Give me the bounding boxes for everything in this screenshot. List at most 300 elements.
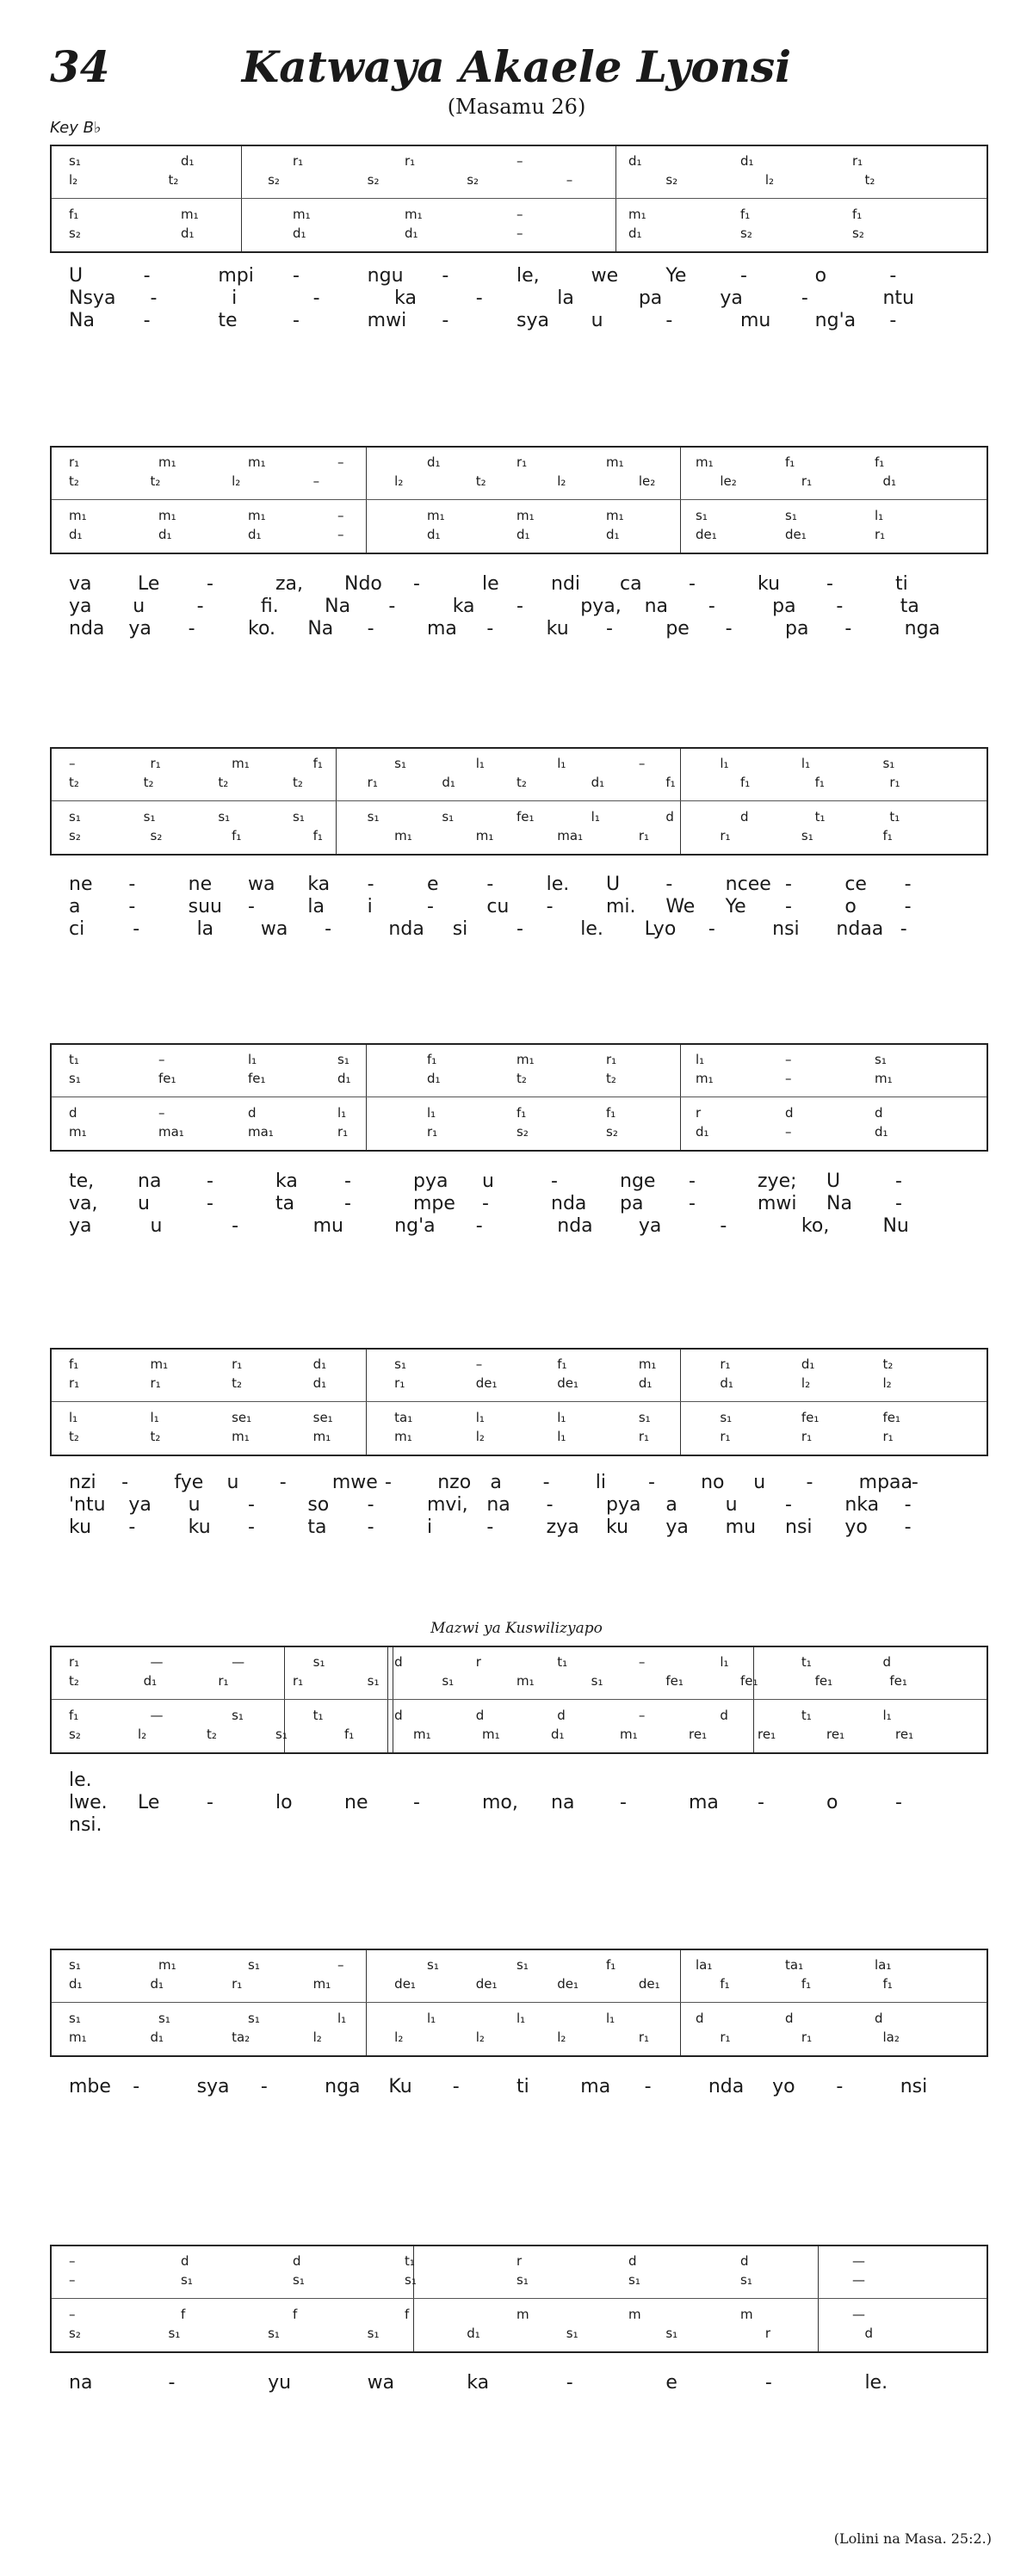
lyric-syllable: le.	[580, 918, 603, 940]
lyric-syllable: -	[207, 1193, 213, 1214]
note-symbol: l₂	[312, 2029, 322, 2045]
lyric-syllable: pya	[413, 1171, 448, 1192]
voice-row	[52, 1124, 987, 1140]
lyric-syllable: Le	[138, 573, 160, 595]
lyric-syllable: -	[486, 1517, 494, 1538]
lyric-line	[0, 573, 1033, 596]
lyric-syllable: -	[720, 1215, 727, 1237]
note-symbol: d₁	[158, 527, 172, 542]
note-symbol: s₁	[566, 2326, 578, 2341]
note-symbol: m₁	[69, 2029, 87, 2045]
note-symbol: f₁	[606, 1105, 616, 1121]
lyric-syllable: le.	[69, 1770, 92, 1791]
note-symbol: fe₁	[882, 1410, 900, 1425]
note-symbol: re₁	[689, 1727, 708, 1742]
note-symbol: l₂	[801, 1375, 811, 1391]
note-symbol: l₂	[882, 1375, 892, 1391]
lyric-syllable: le.	[864, 2372, 888, 2394]
note-symbol: d	[628, 2253, 637, 2269]
note-symbol: de₁	[557, 1375, 579, 1391]
note-symbol: de₁	[475, 1976, 498, 1992]
note-symbol: d₁	[248, 527, 262, 542]
note-symbol: f₁	[557, 1356, 567, 1372]
lyric-syllable: suu	[188, 896, 223, 917]
voice-row	[52, 1071, 987, 1086]
lyric-syllable: nda	[557, 1215, 593, 1237]
lyric-syllable: te	[218, 310, 238, 331]
lyric-syllable: ta	[900, 596, 919, 617]
note-symbol: ta₁	[394, 1410, 413, 1425]
note-symbol: m₁	[875, 1071, 893, 1086]
voice-row	[52, 1673, 987, 1689]
note-symbol: r₁	[293, 153, 304, 169]
note-symbol: m₁	[232, 1429, 250, 1444]
note-symbol: t₁	[312, 1708, 324, 1723]
lyric-syllable: lo	[275, 1792, 293, 1813]
note-symbol: d₁	[143, 1673, 158, 1689]
note-symbol: m₁	[638, 1356, 657, 1372]
note-symbol: re₁	[758, 1727, 776, 1742]
lyric-line	[0, 2076, 1033, 2098]
voice-row	[52, 1356, 987, 1372]
note-symbol: d₁	[427, 454, 441, 470]
lyric-syllable: a	[665, 1494, 677, 1516]
note-symbol: m₁	[158, 454, 176, 470]
notation-staff	[50, 1646, 988, 1754]
lyric-syllable: -	[900, 918, 907, 940]
note-symbol: s₁	[168, 2326, 181, 2341]
lyric-syllable: zya	[546, 1517, 579, 1538]
lyric-syllable: ya	[638, 1215, 662, 1237]
lyric-syllable: -	[606, 618, 613, 639]
lyric-syllable: na	[138, 1171, 162, 1192]
lyric-line	[0, 1814, 1033, 1837]
lyric-syllable: -	[150, 287, 158, 309]
note-symbol: ta₁	[785, 1957, 804, 1973]
lyric-syllable: ka	[467, 2372, 490, 2394]
lyric-syllable: ya	[720, 287, 743, 309]
lyric-syllable: u	[150, 1215, 163, 1237]
voice-row	[52, 2253, 987, 2269]
lyric-syllable: na	[69, 2372, 93, 2394]
lyric-syllable: -	[516, 596, 523, 617]
lyric-syllable: a	[490, 1472, 502, 1493]
note-symbol: s₁	[312, 1654, 325, 1670]
note-symbol: l₁	[557, 1410, 566, 1425]
lyric-syllable: ka	[452, 596, 475, 617]
note-symbol: r₁	[516, 454, 528, 470]
note-symbol: r₁	[801, 1429, 813, 1444]
lyric-syllable: a	[69, 896, 81, 917]
note-symbol: f₁	[882, 828, 893, 843]
lyric-syllable: -	[647, 1472, 655, 1493]
note-symbol: s₂	[606, 1124, 618, 1140]
lyric-syllable: ya	[69, 1215, 92, 1237]
note-symbol: t₂	[606, 1071, 616, 1086]
lyric-syllable: -	[475, 1215, 483, 1237]
note-symbol: l₁	[69, 1410, 78, 1425]
note-symbol: m₁	[405, 207, 423, 222]
note-symbol: l₁	[875, 508, 884, 523]
note-symbol: r₁	[801, 2029, 813, 2045]
lyric-syllable: o	[826, 1792, 838, 1813]
note-symbol: l₂	[475, 1429, 485, 1444]
note-symbol: d₁	[628, 153, 642, 169]
note-symbol: r₁	[218, 1673, 229, 1689]
lyric-syllable: -	[889, 265, 897, 287]
lyric-syllable: -	[620, 1792, 627, 1813]
note-symbol: f₁	[814, 775, 825, 790]
lyric-syllable: -	[551, 1171, 558, 1192]
note-symbol: t₂	[207, 1727, 217, 1742]
notation-staff	[50, 145, 988, 253]
lyric-syllable: -	[546, 1494, 554, 1516]
note-symbol: r₁	[882, 1429, 894, 1444]
note-symbol: l₁	[696, 1052, 705, 1067]
note-symbol: —	[150, 1708, 164, 1723]
lyric-syllable: -	[708, 918, 715, 940]
note-symbol: la₁	[875, 1957, 892, 1973]
note-symbol: fe₁	[740, 1673, 758, 1689]
voice-separator	[52, 2002, 987, 2003]
note-symbol: m₁	[69, 508, 87, 523]
note-symbol: t₁	[557, 1654, 568, 1670]
voice-row	[52, 1375, 987, 1391]
note-symbol: ta₂	[232, 2029, 251, 2045]
lyric-syllable: zye;	[758, 1171, 797, 1192]
lyric-syllable: -	[826, 573, 833, 595]
note-symbol: –	[69, 2272, 76, 2288]
lyric-syllable: Na	[307, 618, 334, 639]
lyric-syllable: ka	[275, 1171, 298, 1192]
notation-staff	[50, 1949, 988, 2057]
note-symbol: r₁	[69, 1375, 80, 1391]
note-symbol: r₁	[69, 1654, 80, 1670]
note-symbol: s₂	[268, 172, 280, 188]
note-symbol: s₁	[293, 809, 305, 825]
lyric-syllable: -	[665, 874, 673, 895]
lyric-syllable: mo,	[482, 1792, 518, 1813]
note-symbol: se₁	[232, 1410, 252, 1425]
note-symbol: s₂	[852, 225, 864, 241]
note-symbol: f₁	[740, 775, 751, 790]
lyric-syllable: mwi	[367, 310, 407, 331]
lyric-syllable: -	[279, 1472, 287, 1493]
note-symbol: –	[638, 756, 646, 771]
note-symbol: r₁	[875, 527, 886, 542]
lyric-syllable: ndi	[551, 573, 581, 595]
lyric-syllable: i	[232, 287, 238, 309]
voice-row	[52, 1105, 987, 1121]
note-symbol: r₁	[150, 1375, 161, 1391]
voice-row	[52, 2272, 987, 2288]
lyric-line	[0, 874, 1033, 896]
lyric-syllable: -	[260, 2076, 268, 2097]
lyric-syllable: -	[708, 596, 715, 617]
lyric-syllable: -	[895, 1792, 902, 1813]
note-symbol: r	[764, 2326, 771, 2341]
note-symbol: f₁	[69, 1356, 79, 1372]
note-symbol: s₁	[181, 2272, 193, 2288]
lyric-syllable: nsi.	[69, 1814, 102, 1836]
note-symbol: d₁	[720, 1375, 733, 1391]
lyric-syllable: ku	[606, 1517, 629, 1538]
voice-row	[52, 454, 987, 470]
note-symbol: t₂	[882, 1356, 894, 1372]
note-symbol: t₁	[69, 1052, 79, 1067]
note-symbol: s₁	[875, 1052, 887, 1067]
note-symbol: l₁	[427, 1105, 436, 1121]
hymn-title: Katwaya Akaele Lyonsi	[241, 41, 792, 92]
lyric-syllable: -	[725, 618, 733, 639]
note-symbol: d₁	[516, 527, 530, 542]
note-symbol: de₁	[557, 1976, 579, 1992]
lyric-syllable: fye	[174, 1472, 204, 1493]
note-symbol: f	[293, 2307, 298, 2322]
lyric-syllable: e	[665, 2372, 677, 2394]
lyric-syllable: yo	[772, 2076, 795, 2097]
note-symbol: m₁	[394, 828, 412, 843]
note-symbol: d₁	[740, 153, 754, 169]
lyric-syllable: le.	[546, 874, 570, 895]
note-symbol: m₁	[606, 454, 624, 470]
lyric-syllable: -	[889, 310, 897, 331]
note-symbol: r₁	[293, 1673, 304, 1689]
lyric-syllable: -	[475, 287, 483, 309]
note-symbol: f₁	[606, 1957, 616, 1973]
note-symbol: d	[69, 1105, 77, 1121]
lyric-syllable: wa	[367, 2372, 395, 2394]
note-symbol: ma₁	[248, 1124, 274, 1140]
note-symbol: s₁	[882, 756, 895, 771]
note-symbol: t₂	[218, 775, 229, 790]
lyric-syllable: -	[785, 1494, 792, 1516]
hymn-subtitle: (Masamu 26)	[447, 95, 586, 119]
note-symbol: le₂	[720, 473, 737, 489]
lyric-syllable: Nsya	[69, 287, 116, 309]
lyric-syllable: sya	[196, 2076, 230, 2097]
note-symbol: s₁	[801, 828, 813, 843]
notation-staff	[50, 446, 988, 554]
note-symbol: d₁	[150, 1976, 164, 1992]
voice-separator	[52, 1096, 987, 1097]
note-symbol: t₂	[69, 1673, 79, 1689]
note-symbol: m₁	[696, 454, 714, 470]
note-symbol: r	[475, 1654, 481, 1670]
note-symbol: d₁	[312, 1375, 327, 1391]
voice-row	[52, 1429, 987, 1444]
note-symbol: –	[516, 207, 523, 222]
note-symbol: s₁	[248, 2011, 260, 2026]
lyric-syllable: -	[764, 2372, 772, 2394]
note-symbol: d	[882, 1654, 891, 1670]
note-symbol: s₂	[665, 172, 678, 188]
lyric-syllable: o	[814, 265, 827, 287]
lyric-syllable: -	[452, 2076, 460, 2097]
lyric-syllable: -	[344, 1171, 351, 1192]
note-symbol: d	[740, 2253, 749, 2269]
lyric-syllable: wa	[248, 874, 275, 895]
note-symbol: s₂	[516, 1124, 529, 1140]
lyric-syllable: ne	[69, 874, 93, 895]
lyric-syllable: o	[844, 896, 857, 917]
note-symbol: r₁	[638, 828, 649, 843]
lyric-syllable: ma	[689, 1792, 719, 1813]
note-symbol: s₂	[150, 828, 163, 843]
voice-row	[52, 225, 987, 241]
lyric-syllable: -	[904, 1494, 912, 1516]
lyric-line	[0, 310, 1033, 332]
note-symbol: l₂	[69, 172, 78, 188]
voice-separator	[52, 1699, 987, 1700]
note-symbol: s₂	[69, 2326, 81, 2341]
footnote: (Lolini na Masa. 25:2.)	[833, 2530, 992, 2547]
lyric-syllable: la	[307, 896, 325, 917]
lyric-syllable: -	[546, 896, 554, 917]
note-symbol: r₁	[801, 473, 813, 489]
note-symbol: m₁	[158, 1957, 176, 1973]
note-symbol: m₁	[248, 508, 266, 523]
note-symbol: d	[696, 2011, 704, 2026]
note-symbol: s₁	[69, 153, 81, 169]
note-symbol: –	[475, 1356, 483, 1372]
note-symbol: r₁	[69, 454, 80, 470]
lyric-syllable: u	[133, 596, 145, 617]
note-symbol: r	[516, 2253, 523, 2269]
lyric-syllable: -	[836, 2076, 844, 2097]
lyric-syllable: -	[196, 596, 204, 617]
note-symbol: –	[566, 172, 573, 188]
note-symbol: s₂	[69, 225, 81, 241]
voice-row	[52, 1708, 987, 1723]
lyric-syllable: nge	[620, 1171, 656, 1192]
lyric-syllable: ya	[128, 1494, 152, 1516]
note-symbol: fe₁	[516, 809, 535, 825]
note-symbol: t₁	[405, 2253, 415, 2269]
note-symbol: l₂	[138, 1727, 147, 1742]
note-symbol: d₁	[551, 1727, 565, 1742]
lyric-syllable: -	[133, 2076, 140, 2097]
lyric-syllable: ng'a	[394, 1215, 436, 1237]
note-symbol: s₁	[367, 809, 380, 825]
section-note: Mazwi ya Kuswilizyapo	[430, 1620, 603, 1637]
lyric-syllable: mu	[740, 310, 771, 331]
note-symbol: f₁	[312, 828, 323, 843]
note-symbol: fe₁	[814, 1673, 833, 1689]
voice-row	[52, 1052, 987, 1067]
voice-separator	[52, 1401, 987, 1402]
note-symbol: d₁	[405, 225, 418, 241]
note-symbol: f₁	[69, 1708, 79, 1723]
lyric-syllable: -	[188, 618, 195, 639]
note-symbol: s₁	[158, 2011, 170, 2026]
voice-row	[52, 2011, 987, 2026]
lyric-syllable: -	[427, 896, 434, 917]
note-symbol: l₁	[591, 809, 600, 825]
lyric-syllable: -	[413, 573, 420, 595]
lyric-syllable: mpaa	[858, 1472, 912, 1493]
lyric-syllable: u	[138, 1193, 150, 1214]
lyric-syllable: U	[69, 265, 84, 287]
lyric-syllable: pya,	[580, 596, 622, 617]
note-symbol: –	[158, 1105, 165, 1121]
note-symbol: l₂	[557, 473, 566, 489]
lyric-syllable: U	[826, 1171, 841, 1192]
note-symbol: f₁	[344, 1727, 355, 1742]
lyric-syllable: -	[844, 618, 852, 639]
note-symbol: s₁	[516, 1957, 529, 1973]
lyric-syllable: fi.	[260, 596, 279, 617]
lyric-syllable: -	[312, 287, 320, 309]
lyric-syllable: nda	[69, 618, 105, 639]
note-symbol: s₁	[696, 508, 708, 523]
note-symbol: m₁	[482, 1727, 500, 1742]
note-symbol: s₁	[638, 1410, 651, 1425]
note-symbol: s₁	[442, 1673, 455, 1689]
lyric-syllable: so	[307, 1494, 330, 1516]
note-symbol: m₁	[293, 207, 311, 222]
note-symbol: f₁	[516, 1105, 527, 1121]
lyric-syllable: si	[452, 918, 468, 940]
voice-row	[52, 207, 987, 222]
note-symbol: d	[665, 809, 674, 825]
note-symbol: s₁	[143, 809, 156, 825]
note-symbol: l₁	[248, 1052, 257, 1067]
lyric-syllable: ko,	[801, 1215, 830, 1237]
note-symbol: s₁	[628, 2272, 640, 2288]
lyric-syllable: ngu	[367, 265, 404, 287]
lyric-syllable: -	[413, 1792, 420, 1813]
notation-staff	[50, 2245, 988, 2353]
lyric-line	[0, 1770, 1033, 1792]
lyric-line	[0, 918, 1033, 941]
lyric-syllable: ku	[188, 1517, 211, 1538]
note-symbol: f₁	[852, 207, 863, 222]
lyric-syllable: -	[388, 596, 396, 617]
lyric-syllable: -	[904, 874, 912, 895]
voice-row	[52, 828, 987, 843]
lyric-syllable: Na	[826, 1193, 852, 1214]
note-symbol: f₁	[232, 828, 242, 843]
lyric-syllable: ya	[128, 618, 152, 639]
lyric-syllable: -	[486, 618, 494, 639]
lyric-syllable: We	[665, 896, 696, 917]
note-symbol: s₁	[785, 508, 797, 523]
lyric-syllable: mbe	[69, 2076, 111, 2097]
note-symbol: d	[875, 1105, 883, 1121]
lyric-syllable: va,	[69, 1193, 98, 1214]
note-symbol: m₁	[696, 1071, 714, 1086]
lyric-syllable: na	[644, 596, 668, 617]
note-symbol: r	[696, 1105, 702, 1121]
lyric-syllable: -	[758, 1792, 764, 1813]
note-symbol: t₂	[293, 775, 303, 790]
voice-separator	[52, 800, 987, 801]
note-symbol: s₁	[69, 809, 81, 825]
note-symbol: f₁	[312, 756, 323, 771]
note-symbol: d₁	[69, 1976, 83, 1992]
note-symbol: –	[638, 1708, 646, 1723]
lyric-syllable: ncee	[725, 874, 771, 895]
note-symbol: s₁	[720, 1410, 733, 1425]
note-symbol: t₁	[801, 1654, 812, 1670]
note-symbol: r₁	[427, 1124, 438, 1140]
lyric-syllable: la	[557, 287, 574, 309]
lyric-syllable: i	[367, 896, 373, 917]
lyric-syllable: -	[293, 265, 300, 287]
note-symbol: m₁	[312, 1429, 331, 1444]
lyric-syllable: 'ntu	[69, 1494, 106, 1516]
